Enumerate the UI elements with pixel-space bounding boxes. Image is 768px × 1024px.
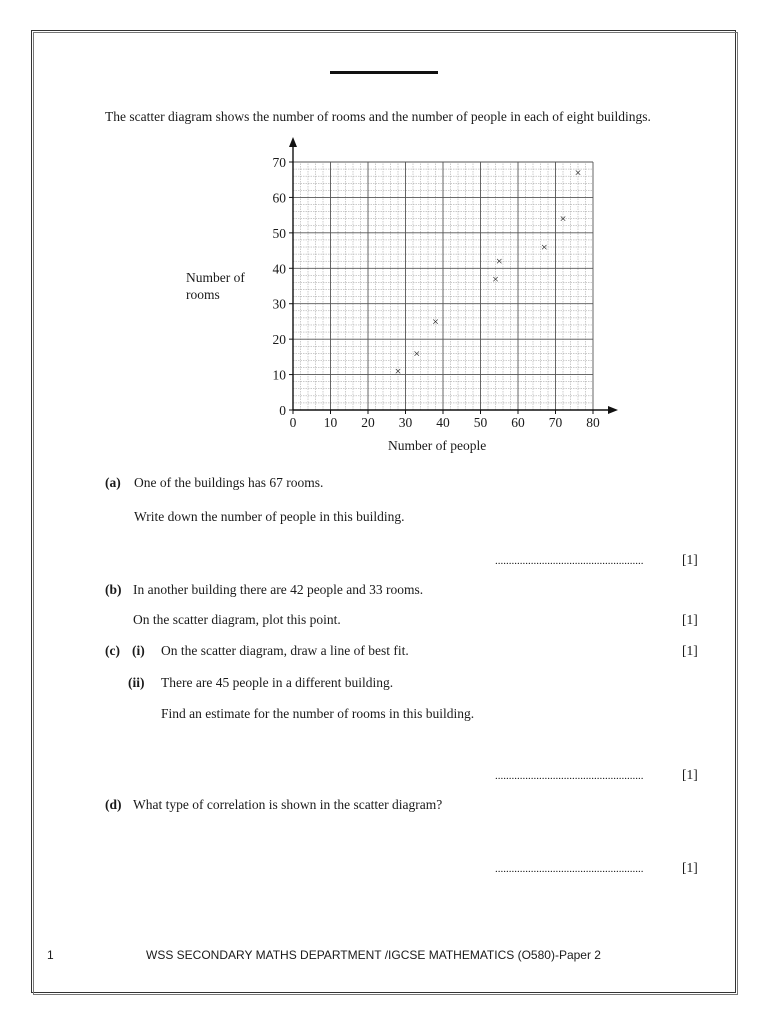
- footer-text: WSS SECONDARY MATHS DEPARTMENT /IGCSE MATHEMATICS (O580)-Paper 2: [146, 948, 601, 962]
- page-number: 1: [47, 948, 54, 962]
- x-tick-label: 60: [511, 415, 525, 430]
- y-tick-label: 0: [279, 403, 286, 418]
- question-b-label: (b): [105, 582, 122, 597]
- question-c-ii-text: There are 45 people in a different building.: [161, 675, 394, 690]
- x-tick-label: 30: [398, 415, 413, 430]
- question-c-i-text: On the scatter diagram, draw a line of best fit.: [161, 643, 409, 658]
- scatter-point: ×: [540, 240, 548, 255]
- question-c-ii-label: (ii): [128, 675, 145, 690]
- question-d-text: What type of correlation is shown in the scatter diagram?: [133, 797, 443, 812]
- x-axis-arrow: [608, 406, 618, 414]
- y-tick-label: 20: [272, 332, 286, 348]
- question-a-label: (a): [105, 475, 121, 490]
- mark-c-ii: [1]: [682, 767, 698, 782]
- mark-c-i: [1]: [682, 643, 698, 658]
- x-axis-label: Number of people: [388, 438, 487, 453]
- scatter-point: ×: [559, 211, 567, 226]
- answer-line-a[interactable]: ......................................................: [495, 555, 644, 567]
- y-tick-label: 30: [272, 296, 286, 312]
- answer-line-c-ii[interactable]: ......................................................: [495, 770, 644, 782]
- x-tick-label: 20: [361, 415, 375, 430]
- question-a-text: One of the buildings has 67 rooms.: [134, 475, 324, 490]
- scatter-point: ×: [495, 254, 503, 269]
- question-c-label: (c): [105, 643, 120, 658]
- y-tick-label: 60: [272, 190, 286, 206]
- mark-b: [1]: [682, 612, 698, 627]
- question-a-instruction: Write down the number of people in this building.: [134, 509, 405, 524]
- y-axis-label-line1: Number of: [186, 270, 245, 285]
- y-tick-label: 10: [272, 367, 286, 383]
- mark-a: [1]: [682, 552, 698, 567]
- question-c-i-label: (i): [132, 643, 145, 658]
- y-tick-label: 50: [272, 225, 286, 241]
- y-axis-arrow: [289, 137, 297, 147]
- x-tick-label: 40: [436, 415, 450, 430]
- question-b-instruction: On the scatter diagram, plot this point.: [133, 612, 341, 627]
- y-tick-label: 40: [272, 261, 286, 277]
- intro-text: The scatter diagram shows the number of rooms and the number of people in each of eight buildings.: [105, 109, 651, 124]
- x-tick-label: 10: [323, 415, 338, 430]
- x-tick-label: 70: [548, 415, 563, 430]
- y-tick-label: 70: [272, 155, 286, 170]
- mark-d: [1]: [682, 860, 698, 875]
- scatter-point: ×: [432, 314, 439, 329]
- scatter-point: ×: [394, 364, 402, 379]
- question-c-ii-instruction: Find an estimate for the number of rooms in this building.: [161, 706, 475, 721]
- answer-line-d[interactable]: ......................................................: [495, 863, 644, 875]
- scatter-point: ×: [574, 165, 582, 180]
- scatter-point: ×: [413, 346, 421, 361]
- x-tick-label: 0: [289, 415, 297, 430]
- question-b-text: In another building there are 42 people and 33 rooms.: [133, 582, 424, 597]
- scatter-point: ×: [492, 271, 499, 286]
- question-d-label: (d): [105, 797, 122, 812]
- y-axis-label-line2: rooms: [186, 287, 220, 302]
- x-tick-label: 80: [586, 415, 600, 430]
- x-tick-label: 50: [473, 415, 488, 430]
